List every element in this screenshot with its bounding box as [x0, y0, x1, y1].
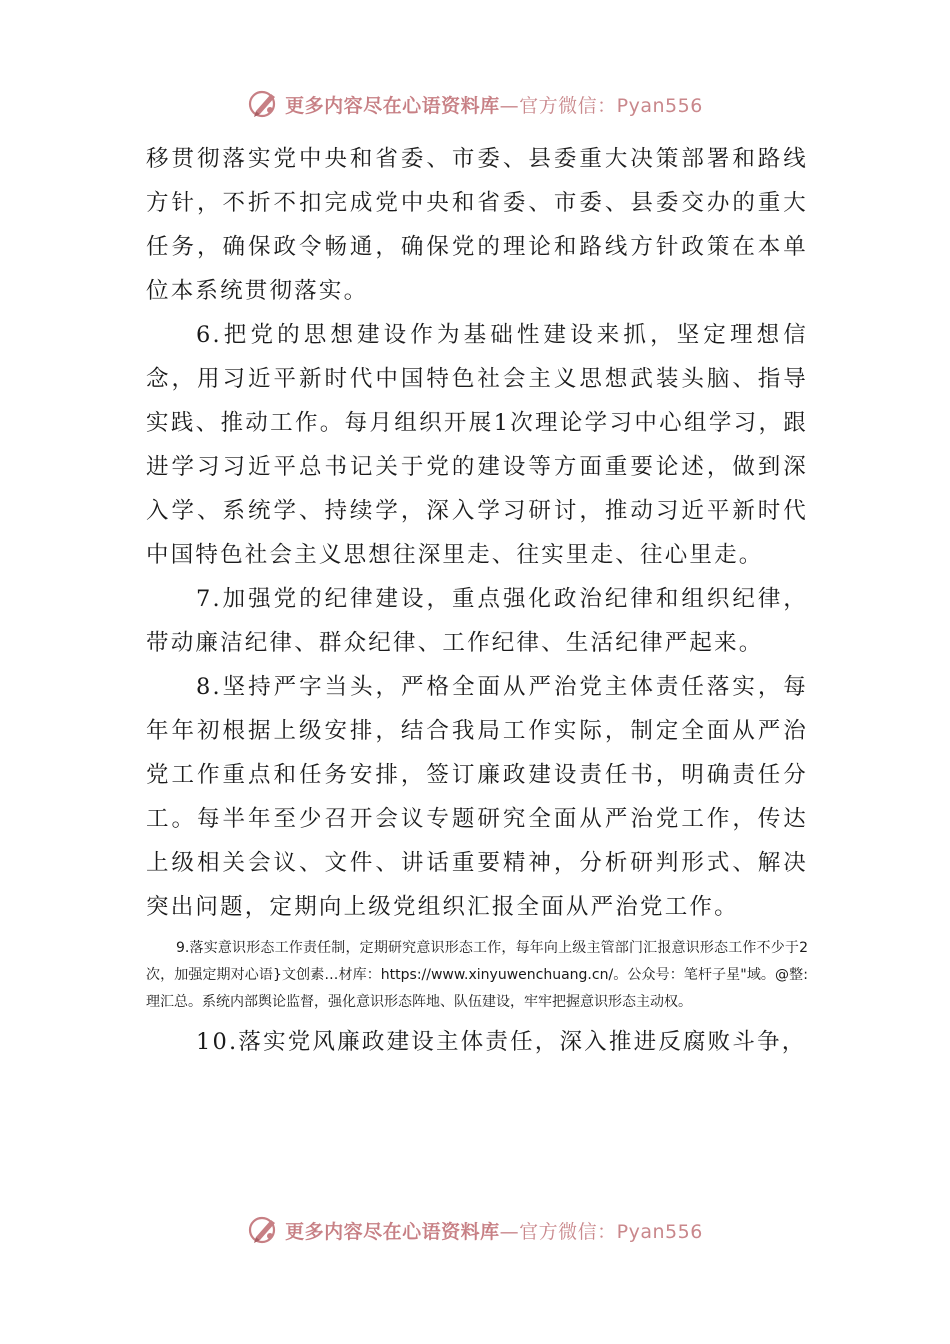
watermark-banner-bottom: [0, 1210, 950, 1250]
watermark-banner-top: [0, 84, 950, 124]
pen-logo-icon: [247, 1213, 281, 1247]
paragraph-continuation: 移贯彻落实党中央和省委、市委、县委重大决策部署和路线方针，不折不扣完成党中央和省委、市委、县委交办的重大任务，确保政令畅通，确保党的理论和路线方针政策在本单位本系统贯彻落实。: [146, 146, 808, 304]
paragraph-10: 10.落实党风廉政建设主体责任，深入推进反腐败斗争，: [196, 1029, 807, 1055]
watermark-text: 更多内容尽在心语资料库—官方微信：Pyan556: [285, 94, 703, 117]
paragraph-9: [146, 935, 808, 1016]
paragraph-7: 7.加强党的纪律建设，重点强化政治纪律和组织纪律，带动廉洁纪律、群众纪律、工作纪律、生活纪律严起来。: [146, 586, 808, 656]
watermark-text: 更多内容尽在心语资料库—官方微信：Pyan556: [285, 1220, 703, 1243]
document-body: [146, 137, 808, 1064]
paragraph-9-text: 9.落实意识形态工作责任制，定期研究意识形态工作，每年向上级主管部门汇报意识形态工作不少于2次，加强定期对心语}文创素…材库：https://www.xinyuwenchuang.cn/。公众号：笔杆子星"域。@整:理汇总。系统内部舆论监督，强化意识形态阵地、队伍建设，牢牢把握意识形态主动权。: [146, 940, 808, 1010]
paragraph-6: 6.把党的思想建设作为基础性建设来抓，坚定理想信念，用习近平新时代中国特色社会主义思想武装头脑、指导实践、推动工作。每月组织开展1次理论学习中心组学习，跟进学习习近平总书记关于党的建设等方面重要论述，做到深入学、系统学、持续学，深入学习研讨，推动习近平新时代中国特色社会主义思想往深里走、往实里走、往心里走。: [146, 322, 808, 568]
pen-logo-icon: [247, 87, 281, 121]
paragraph-8: 8.坚持严字当头，严格全面从严治党主体责任落实，每年年初根据上级安排，结合我局工作实际，制定全面从严治党工作重点和任务安排，签订廉政建设责任书，明确责任分工。每半年至少召开会议专题研究全面从严治党工作，传达上级相关会议、文件、讲话重要精神，分析研判形式、解决突出问题，定期向上级党组织汇报全面从严治党工作。: [146, 674, 808, 920]
